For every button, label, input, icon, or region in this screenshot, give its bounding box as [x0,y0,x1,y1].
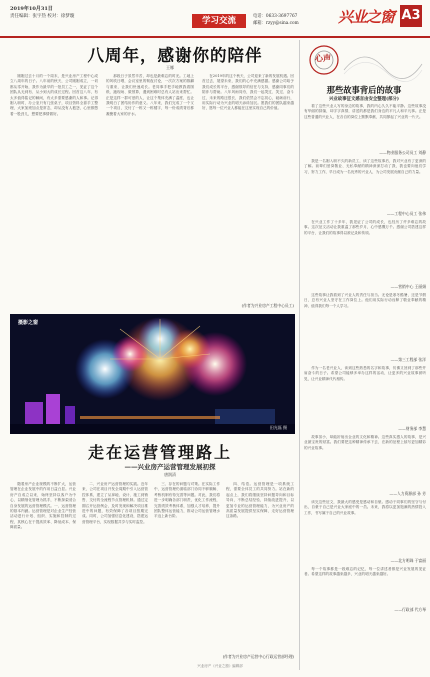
masthead [0,0,430,38]
item-text: 在兴业工作了十多年，我见证了公司的成长，也经历了许多难忘的故事。这次征文活动让我重温了那些岁月，心中感慨万千。感谢公司搭建这样的平台，让我们的故事得以被记录和传颂。 [304,220,426,235]
email: 邮箱：rzyy@sina.com [253,21,299,26]
item-text: 作为一名老兴业人，读到这些熟悉的名字和故事，仿佛又回到了那些并肩奋斗的日子。希望公司能够多举办这样的活动，让更多的兴业故事被听见，让兴业精神代代相传。 [304,366,426,381]
article1-note: (作者为兴业房产工程中心员工) [241,303,294,308]
fireworks-image [10,314,295,434]
column-item [304,500,426,564]
editor-info: 责任编辑：张宇热 校对：徐梦璇 [10,14,75,19]
column-separator [299,40,300,670]
column-item [304,104,426,156]
column-item [304,435,426,497]
article2-col-2: 二、兴业房产运营管理的实践。近年来，公司在项目开发全周期中引入运营管控体系，建立了从拿地、设计、施工到销售、交付的全流程节点管理机制。通过定期召开运营例会，及时发现和解决项目推进中的问题，有效保障了各项目按期完成。同时，公司加强信息化建设，搭建运营管理平台，实现数据共享与实时监控。 [82,482,148,524]
item-author: ——北方明珠 于富丽 [390,558,426,563]
article2-col-4: 四、结语。运营管理是一项系统工程，需要全体员工的共同努力。站在新的起点上，我们将继续坚持问题导向和目标导向，不断总结经验，持续改进提升，以更加专业的运营管理能力，为兴业房产的高质量发展提供坚实保障，走好运营管理这条路。 [226,482,294,519]
page-footer: 兴业房产《兴业之窗》编辑部 [197,664,243,668]
item-text: 故事虽小，却能折射出企业的文化和精神。这些真实感人的故事，是兴业最宝贵的财富。我们要把这种精神传承下去，在新的征程上续写更加精彩的兴业故事。 [304,435,426,450]
photo-credit: 田光磊 摄 [269,425,287,430]
item-text: 每一个故事都是一段难忘的记忆，每一位讲述者都是兴业发展的见证者。希望这样的故事越来越多，兴业的明天越来越好。 [304,567,426,577]
page-number: A3 [400,5,422,27]
column-logo-text: 心声 [315,53,331,63]
article2-author: 唐润清 [164,472,176,477]
column-item [304,293,426,363]
item-author: ——行政部 代方琴 [394,607,426,612]
article2-col-3: 三、存在的问题与对策。在实际工作中，运营管理仍面临部门协同不够顺畅、考核机制有待完善等问题。对此，我们将进一步明确各部门职责，优化工作流程，完善绩效考核体系，加强人才培养，提升团队整体运营能力，推动公司运营管理水平迈上新台阶。 [154,482,220,519]
item-author: ——财务部 李慧 [398,426,426,431]
column-title: 那些故事背后的故事 [326,85,402,95]
article2-title: 走在运营管理路上 [87,443,232,462]
article1-author: 王娜 [166,65,174,70]
item-author: ——人力资源部 孙 芳 [389,491,426,496]
contact [253,13,299,27]
column-logo [304,40,424,82]
article1-title: 八周年，感谢你的陪伴 [87,46,263,65]
item-author: ——物业服务公司员工 刘静 [379,150,426,155]
item-text: 读完这些征文，我最大的感受是感动和自豪。感动于同事们的坚守与付出，自豪于自己是兴业大家庭中的一员。未来，我将以更加饱满的热情投入工作，书写属于自己的兴业故事。 [304,500,426,515]
column-item [304,159,426,217]
article2-col-1: 随着房产企业规模的不断扩大，运营管理在企业发展中的作用日益凸显。兴业房产自成立以来，始终坚持以客户为中心，以精细化管理为抓手，不断探索适合自身发展的运营管理模式。一、运营管理的基本内涵。运营管理是对企业生产经营活动进行计划、组织、实施和控制的过程，其核心在于提高效率、降低成本、保障质量。 [10,482,76,530]
article1-col-2: 那段日子虽然辛苦，却也是最难忘的时光。工地上的风吹日晒，会议室里的彻夜讨论，一次次方案的推翻与重来，让我们快速成长。老同事手把手地教我看图纸、跑现场、做预算，遇到困难时总有人站出来帮忙。正是这样一群可爱的人，让这个集体充满了温度，也让我明白了团结协作的意义。八年来，我们完成了一个又一个项目，交付了一栋又一栋楼宇，每一份成绩背后都凝聚着大家的汗水。 [106,74,194,116]
item-author: ——第三工程部 张洋 [390,357,426,362]
photo-tag: 摄影之窗 [18,320,39,326]
column-item [304,567,426,613]
fireworks-photo [10,314,295,434]
article1-col-1: 刚刚过去十月的一个周末，是兴业房产工程中心成立八周年的日子。八年前的秋天，公司刚刚成立，一切都从零开始，我作为最早的一批员工之一，见证了这个团队从无到有、从小到大的成长过程。回首这八年，有太多值得铭记的瞬间，有太多需要感谢的人和事。记得刚入职时，办公室只有几张桌子，项目资料全靠手工整理，大家加班加点是常态，却从没有人抱怨，心里都憋着一股劲儿，想要把事情做好。 [10,74,98,116]
column-item [304,366,426,432]
column-item [304,220,426,290]
item-text: 我是一名刚入职不久的新员工，读了这些故事后，我对兴业有了更深的了解。前辈们爱岗敬业、无私奉献的精神深深打动了我，我也要向他们学习，努力工作，早日成为一名优秀的兴业人，为公司发展贡献自己的力量。 [304,159,426,174]
phone: 电话：0633-3697767 [253,14,298,19]
column-subtitle: 兴业故事征文感言由安全整理(部分) [328,97,399,102]
article2-note: (作者为兴业房产运营中心行政运营部经理) [222,654,294,659]
item-author: ——工程中心员工 张伟 [386,211,426,216]
column-items [304,104,426,613]
issue-date: 2019年10月31日 [10,6,53,12]
item-text: 这些故事让我看到了兴业人的责任与担当。无论是寒冬酷暑，还是节假日，总有兴业人坚守在工作岗位上。他们用实际行动诠释了敬业奉献的精神，值得我们每一个人学习。 [304,293,426,308]
section-title: 学习交流 [192,14,246,28]
item-author: ——营销中心 王丽娟 [390,284,426,289]
article1-col-3: 在2019年的这个秋天，公司迎来了新的发展机遇。回首过去，展望未来，我们的心中充满感激。感谢公司给予我们成长的平台，感谢领导的信任与支持，感谢同事们的陪伴与帮助。八年风雨同舟，我们一起哭过、笑过、奋斗过，未来的路还很长，我们依然会不忘初心，砥砺前行，用实际行动为兴业的明天添砖加瓦。愿我们的团队越来越好，愿每一位兴业人都能在这里实现自己的价值。 [202,74,294,111]
newspaper-logo: 兴业之窗 [338,8,395,26]
article2-subtitle: ——兴业房产运营管理发展初探 [124,463,216,471]
item-text: 看了这些兴业人写的身边的故事，我的内心久久不能平静。这些故事没有华丽的辞藻，却字字真情，讲述的都是我们身边的平凡人和平凡事。正是这些普通的兴业人，在各自的岗位上默默奉献，共同撑起了兴业的一片天。 [304,104,426,119]
masthead-left [10,6,74,20]
